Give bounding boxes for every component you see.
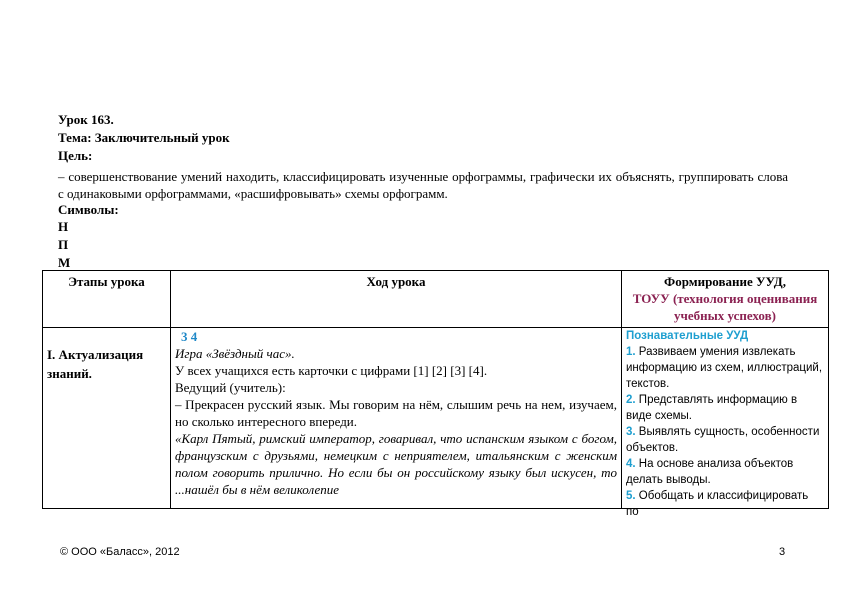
lesson-topic: Тема: Заключительный урок	[58, 130, 230, 145]
table-row	[43, 328, 829, 509]
list-item: 1. Развиваем умения извлекать информацию из схем, иллюстраций, текстов.	[626, 346, 823, 390]
game-title: Игра «Звёздный час».	[175, 346, 295, 361]
course-cell	[171, 328, 622, 509]
symbol-m: М	[58, 255, 71, 270]
uud-subtitle: ТОУУ (технология оценивания учебных успехов)	[632, 291, 818, 323]
table-header-row	[43, 271, 829, 328]
uud-cell	[622, 328, 829, 518]
copyright-footer: © ООО «Баласс», 2012	[60, 546, 180, 558]
list-item: 2. Представлять информацию в виде схемы.	[626, 394, 798, 422]
course-line: У всех учащихся есть карточки с цифрами [1] [2] [3] [4].	[175, 363, 488, 378]
symbol-p: П	[58, 237, 69, 252]
uud-heading: Познавательные УУД	[626, 330, 749, 342]
page-number: 3	[779, 546, 786, 558]
col-header-stages: Этапы урока	[43, 271, 171, 328]
lesson-number: Урок 163.	[58, 112, 114, 127]
goal-label: Цель:	[58, 148, 93, 163]
uud-title: Формирование УУД,	[664, 274, 786, 289]
symbol-numbers: 3 4	[181, 329, 198, 344]
col-header-uud	[622, 271, 829, 328]
list-item: 3. Выявлять сущность, особенности объектов.	[626, 426, 820, 454]
course-line: Ведущий (учитель):	[175, 380, 286, 395]
stage-cell: I. Актуализация знаний.	[43, 328, 171, 509]
goal-text: – совершенствование умений находить, классифицировать изученные орфограммы, графически их объяснять, группировать слова с одинаковыми орфограммами, «расшифровывать» схемы орфограмм.	[58, 169, 788, 201]
course-line: – Прекрасен русский язык. Мы говорим на нём, слышим речь на нем, изучаем, но сколько интересного впереди.	[175, 397, 617, 429]
col-header-course: Ход урока	[171, 271, 622, 328]
list-item: 4. На основе анализа объектов делать выводы.	[626, 458, 794, 486]
lesson-table	[42, 270, 829, 518]
course-quote: «Карл Пятый, римский император, говаривал, что испанским языком с богом, французским с друзьями, немецким с неприятелем, итальянским с женским полом говорить прилично. Но если бы он российскому языку был искусен, то ...нашёл бы в нём великолепие	[175, 431, 617, 497]
list-item: 5. Обобщать и классифицировать по	[626, 490, 809, 518]
symbols-label: Символы:	[58, 202, 119, 217]
symbol-n: Н	[58, 219, 69, 234]
